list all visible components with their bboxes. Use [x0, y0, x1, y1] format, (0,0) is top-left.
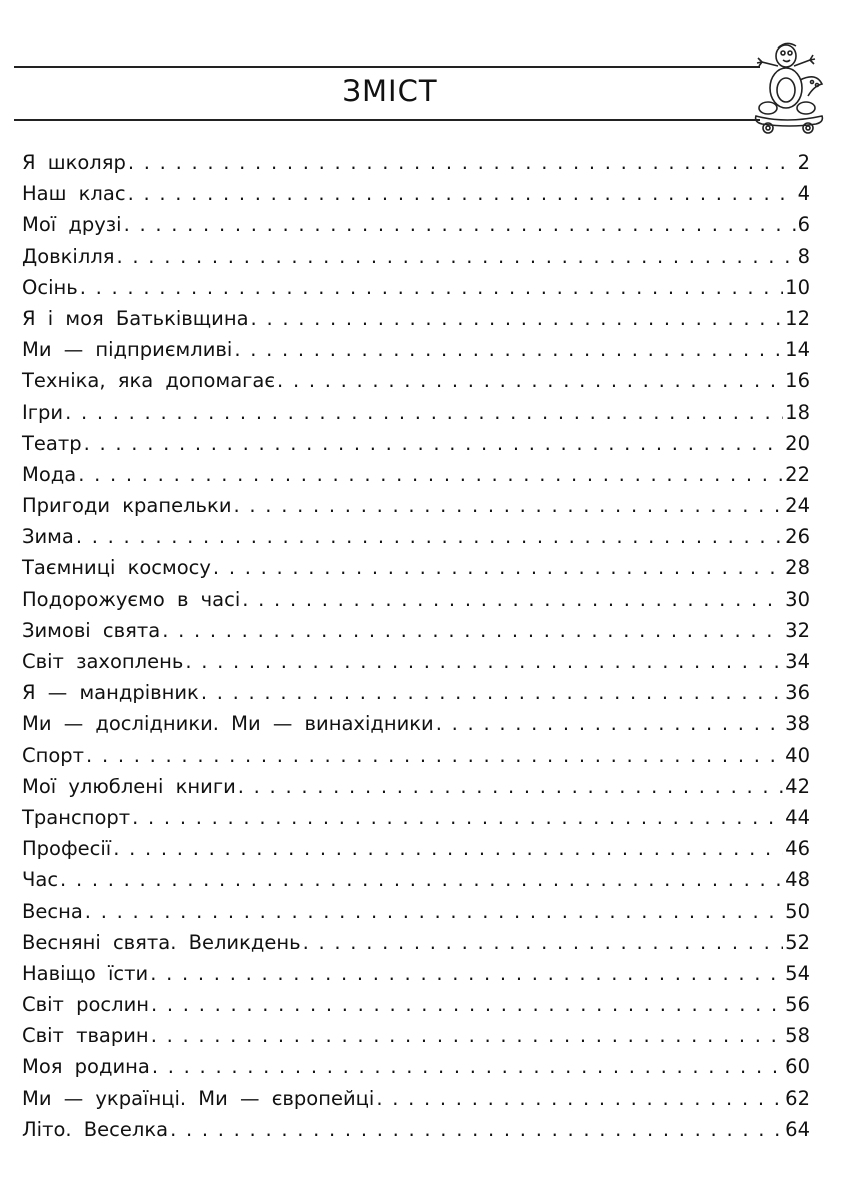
- dot-leader: [85, 896, 783, 927]
- toc-entry-page: 44: [785, 805, 810, 829]
- toc-entry-page: 40: [785, 743, 810, 767]
- toc-entry-title: Літо. Веселка: [22, 1117, 169, 1141]
- toc-entry-title: Транспорт: [22, 805, 131, 829]
- toc-entry-page: 54: [785, 961, 810, 985]
- toc-entry[interactable]: [22, 490, 810, 521]
- toc-entry-page: 6: [797, 213, 810, 237]
- toc-entry-page: 34: [785, 650, 810, 673]
- toc-entry-title: Я школяр: [22, 151, 126, 174]
- dot-leader: [242, 584, 783, 615]
- toc-entry-page: 26: [785, 525, 810, 549]
- toc-entry-page: 18: [785, 400, 810, 424]
- toc-entry-title: Світ рослин: [22, 993, 149, 1017]
- toc-entry-title: Техніка, яка допомагає: [22, 369, 276, 393]
- toc-entry[interactable]: [22, 552, 810, 583]
- toc-entry-page: 48: [785, 868, 810, 892]
- toc-entry-page: 36: [785, 681, 810, 705]
- dot-leader: [162, 615, 783, 646]
- toc-entry[interactable]: [22, 646, 810, 677]
- toc-entry[interactable]: [22, 397, 810, 428]
- dot-leader: [238, 771, 783, 802]
- toc-entry-title: Мої улюблені книги: [22, 774, 236, 798]
- dot-leader: [84, 428, 784, 459]
- toc-entry[interactable]: [22, 740, 810, 771]
- toc-entry-page: 20: [785, 431, 810, 455]
- toc-entry[interactable]: [22, 209, 810, 240]
- toc-entry[interactable]: [22, 896, 810, 927]
- toc-entry-page: 24: [785, 494, 810, 518]
- toc-entry[interactable]: [22, 521, 810, 552]
- toc-entry-title: Весна: [22, 899, 83, 923]
- toc-entry[interactable]: [22, 241, 810, 272]
- toc-entry[interactable]: [22, 677, 810, 708]
- toc-entry-title: Світ тварин: [22, 1024, 149, 1048]
- toc-entry[interactable]: [22, 927, 810, 958]
- toc-entry-title: Світ захоплень: [22, 650, 184, 673]
- toc-entry[interactable]: [22, 178, 810, 209]
- dot-leader: [65, 397, 783, 428]
- dot-leader: [150, 958, 783, 989]
- dot-leader: [128, 178, 796, 209]
- dot-leader: [303, 927, 784, 958]
- dot-leader: [132, 802, 783, 833]
- toc-entry-title: Спорт: [22, 743, 85, 767]
- toc-entry-page: 28: [785, 556, 810, 580]
- dot-leader: [60, 864, 783, 895]
- toc-entry[interactable]: [22, 958, 810, 989]
- dot-leader: [185, 646, 783, 677]
- toc-entry-page: 8: [797, 244, 810, 268]
- toc-entry-title: Я — мандрівник: [22, 681, 199, 705]
- toc-entry-page: 16: [785, 369, 810, 393]
- toc-entry-title: Весняні свята. Великдень: [22, 930, 301, 954]
- toc-entry[interactable]: [22, 1051, 810, 1082]
- toc-entry-title: Професії: [22, 837, 112, 861]
- dot-leader: [170, 1114, 783, 1145]
- toc-entry-page: 64: [785, 1117, 810, 1141]
- dot-leader: [124, 209, 796, 240]
- toc-entry-title: Ігри: [22, 400, 64, 424]
- toc-entry-page: 30: [785, 587, 810, 611]
- toc-entry-title: Подорожуємо в часі: [22, 587, 241, 611]
- toc-entry-title: Таємниці космосу: [22, 556, 211, 580]
- toc-entry[interactable]: [22, 989, 810, 1020]
- toc-entry-title: Довкілля: [22, 244, 115, 268]
- toc-entry-title: Мода: [22, 462, 77, 486]
- toc-entry[interactable]: [22, 1020, 810, 1051]
- toc-entry[interactable]: [22, 802, 810, 833]
- toc-entry-title: Моя родина: [22, 1055, 150, 1079]
- header-rule-top: [14, 66, 760, 68]
- dot-leader: [151, 1020, 783, 1051]
- toc-entry[interactable]: [22, 365, 810, 396]
- toc-entry[interactable]: [22, 1083, 810, 1114]
- toc-entry-page: 60: [785, 1055, 810, 1079]
- toc-entry-page: 50: [785, 899, 810, 923]
- dot-leader: [234, 490, 784, 521]
- toc-entry[interactable]: [22, 615, 810, 646]
- toc-entry[interactable]: [22, 272, 810, 303]
- toc-entry[interactable]: [22, 864, 810, 895]
- toc-entry-page: 58: [785, 1024, 810, 1048]
- dot-leader: [251, 303, 784, 334]
- table-of-contents: [22, 147, 810, 1145]
- dot-leader: [201, 677, 783, 708]
- toc-entry-page: 22: [785, 462, 810, 486]
- header-rule-bottom: [14, 119, 760, 121]
- toc-entry-page: 52: [785, 930, 810, 954]
- dot-leader: [234, 334, 783, 365]
- toc-entry[interactable]: [22, 303, 810, 334]
- toc-entry-title: Осінь: [22, 275, 78, 299]
- toc-entry-title: Навіщо їсти: [22, 961, 149, 985]
- toc-entry-page: 12: [785, 306, 810, 330]
- toc-entry[interactable]: [22, 428, 810, 459]
- dot-leader: [80, 272, 783, 303]
- toc-entry-title: Я і моя Батьківщина: [22, 306, 249, 330]
- dot-leader: [376, 1083, 783, 1114]
- toc-entry-title: Пригоди крапельки: [22, 494, 232, 518]
- toc-entry-title: Ми — дослідники. Ми — винахідники: [22, 712, 434, 736]
- toc-entry[interactable]: [22, 584, 810, 615]
- toc-entry-title: Ми — підприємливі: [22, 338, 233, 362]
- dot-leader: [78, 459, 783, 490]
- dot-leader: [277, 365, 783, 396]
- toc-entry[interactable]: [22, 833, 810, 864]
- toc-entry-title: Час: [22, 868, 59, 892]
- dot-leader: [86, 740, 783, 771]
- toc-entry[interactable]: [22, 147, 810, 178]
- dinosaur-mascot-icon: [748, 40, 830, 136]
- toc-entry-title: Зима: [22, 525, 74, 549]
- toc-entry-title: Ми — українці. Ми — європейці: [22, 1086, 375, 1110]
- toc-entry-page: 2: [797, 151, 810, 174]
- dot-leader: [76, 521, 783, 552]
- toc-entry-page: 10: [785, 275, 810, 299]
- toc-entry[interactable]: [22, 708, 810, 739]
- toc-entry-title: Зимові свята: [22, 618, 161, 642]
- toc-entry-title: Театр: [22, 431, 82, 455]
- dot-leader: [213, 552, 783, 583]
- toc-entry-page: 32: [785, 618, 810, 642]
- dot-leader: [113, 833, 783, 864]
- toc-entry-page: 42: [785, 774, 810, 798]
- toc-entry[interactable]: [22, 1114, 810, 1145]
- toc-entry[interactable]: [22, 771, 810, 802]
- dot-leader: [152, 1051, 783, 1082]
- toc-entry-page: 46: [785, 837, 810, 861]
- dot-leader: [436, 708, 783, 739]
- dot-leader: [151, 989, 783, 1020]
- dot-leader: [128, 147, 796, 178]
- toc-entry-page: 14: [785, 338, 810, 362]
- toc-entry-page: 56: [785, 993, 810, 1017]
- toc-entry-page: 4: [797, 182, 810, 206]
- toc-entry[interactable]: [22, 459, 810, 490]
- toc-entry-page: 38: [785, 712, 810, 736]
- dot-leader: [117, 241, 796, 272]
- toc-entry-page: 62: [785, 1086, 810, 1110]
- page-title: ЗМІСТ: [342, 74, 438, 108]
- toc-entry-title: Наш клас: [22, 182, 126, 206]
- toc-entry[interactable]: [22, 334, 810, 365]
- toc-entry-title: Мої друзі: [22, 213, 122, 237]
